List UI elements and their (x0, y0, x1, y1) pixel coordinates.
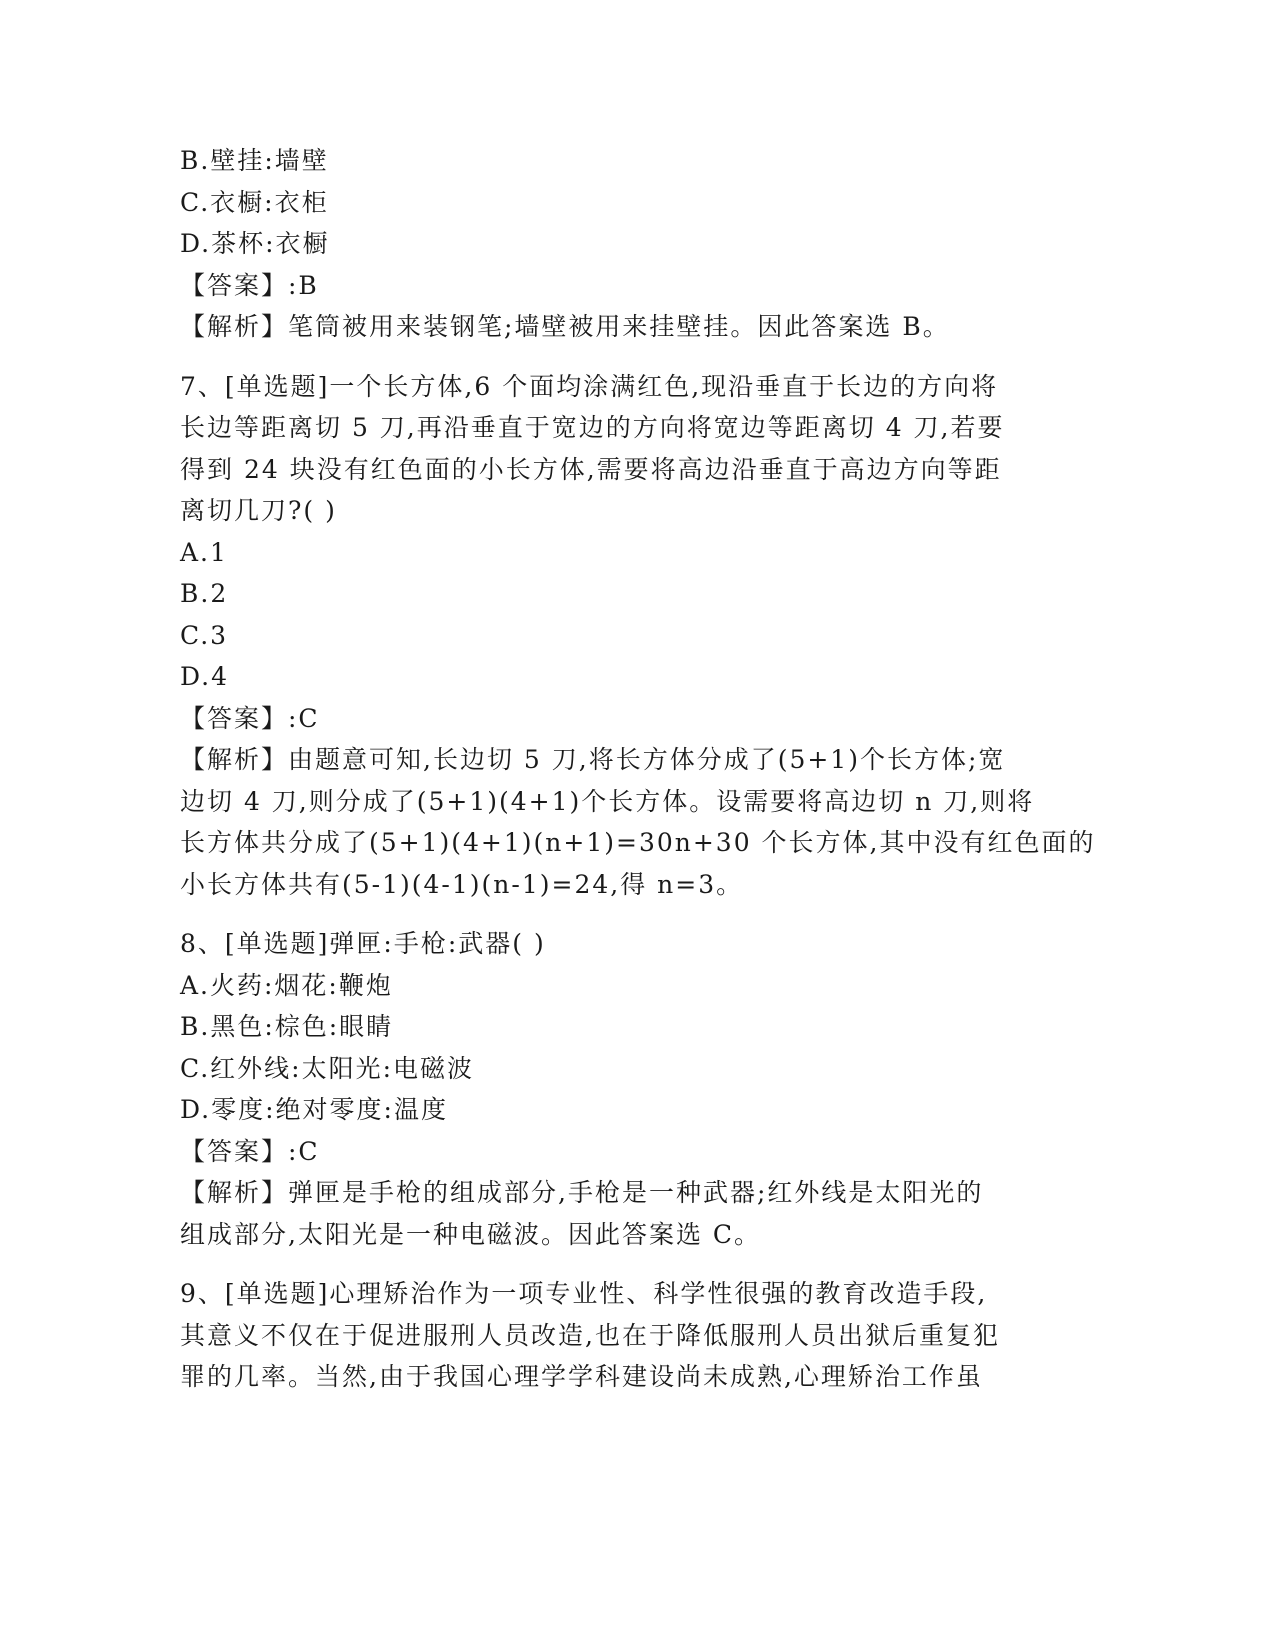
option-a: A.火药:烟花:鞭炮 (180, 970, 393, 1000)
question-stem-line: 长边等距离切 5 刀,再沿垂直于宽边的方向将宽边等距离切 4 刀,若要 (180, 413, 1005, 442)
option-c: C.3 (180, 620, 229, 650)
option-d: D.零度:绝对零度:温度 (180, 1095, 448, 1124)
answer-line: 【答案】:C (180, 703, 320, 733)
analysis-line: 【解析】笔筒被用来装钢笔;墙壁被用来挂壁挂。因此答案选 B。 (180, 312, 950, 341)
option-b: B.壁挂:墙壁 (180, 146, 329, 175)
analysis-line: 长方体共分成了(5+1)(4+1)(n+1)=30n+30 个长方体,其中没有红色面的 (180, 828, 1096, 857)
analysis-line: 边切 4 刀,则分成了(5+1)(4+1)个长方体。设需要将高边切 n 刀,则将 (180, 786, 1035, 816)
option-b: B.黑色:棕色:眼睛 (180, 1012, 394, 1041)
option-c: C.衣橱:衣柜 (180, 187, 329, 217)
question-stem-line: 8、[单选题]弹匣:手枪:武器( ) (180, 929, 546, 958)
option-b: B.2 (180, 579, 229, 608)
analysis-line: 【解析】由题意可知,长边切 5 刀,将长方体分成了(5+1)个长方体;宽 (180, 745, 1006, 774)
question-stem-line: 其意义不仅在于促进服刑人员改造,也在于降低服刑人员出狱后重复犯 (180, 1320, 1000, 1350)
option-d: D.茶杯:衣橱 (180, 229, 330, 258)
document-page (180, 140, 1096, 1398)
analysis-line: 小长方体共有(5-1)(4-1)(n-1)=24,得 n=3。 (180, 869, 744, 899)
answer-line: 【答案】:C (180, 1136, 320, 1166)
question-stem-line: 罪的几率。当然,由于我国心理学学科建设尚未成熟,心理矫治工作虽 (180, 1362, 983, 1391)
option-a: A.1 (180, 537, 228, 567)
question-stem-line: 7、[单选题]一个长方体,6 个面均涂满红色,现沿垂直于长边的方向将 (180, 371, 999, 401)
question-stem-line: 得到 24 块没有红色面的小长方体,需要将高边沿垂直于高边方向等距 (180, 454, 1002, 484)
option-d: D.4 (180, 662, 230, 691)
answer-line: 【答案】:B (180, 270, 319, 300)
question-stem-line: 9、[单选题]心理矫治作为一项专业性、科学性很强的教育改造手段, (180, 1279, 988, 1308)
question-stem-line: 离切几刀?( ) (180, 496, 337, 525)
analysis-line: 组成部分,太阳光是一种电磁波。因此答案选 C。 (180, 1219, 762, 1249)
analysis-line: 【解析】弹匣是手枪的组成部分,手枪是一种武器;红外线是太阳光的 (180, 1178, 984, 1207)
option-c: C.红外线:太阳光:电磁波 (180, 1053, 475, 1083)
